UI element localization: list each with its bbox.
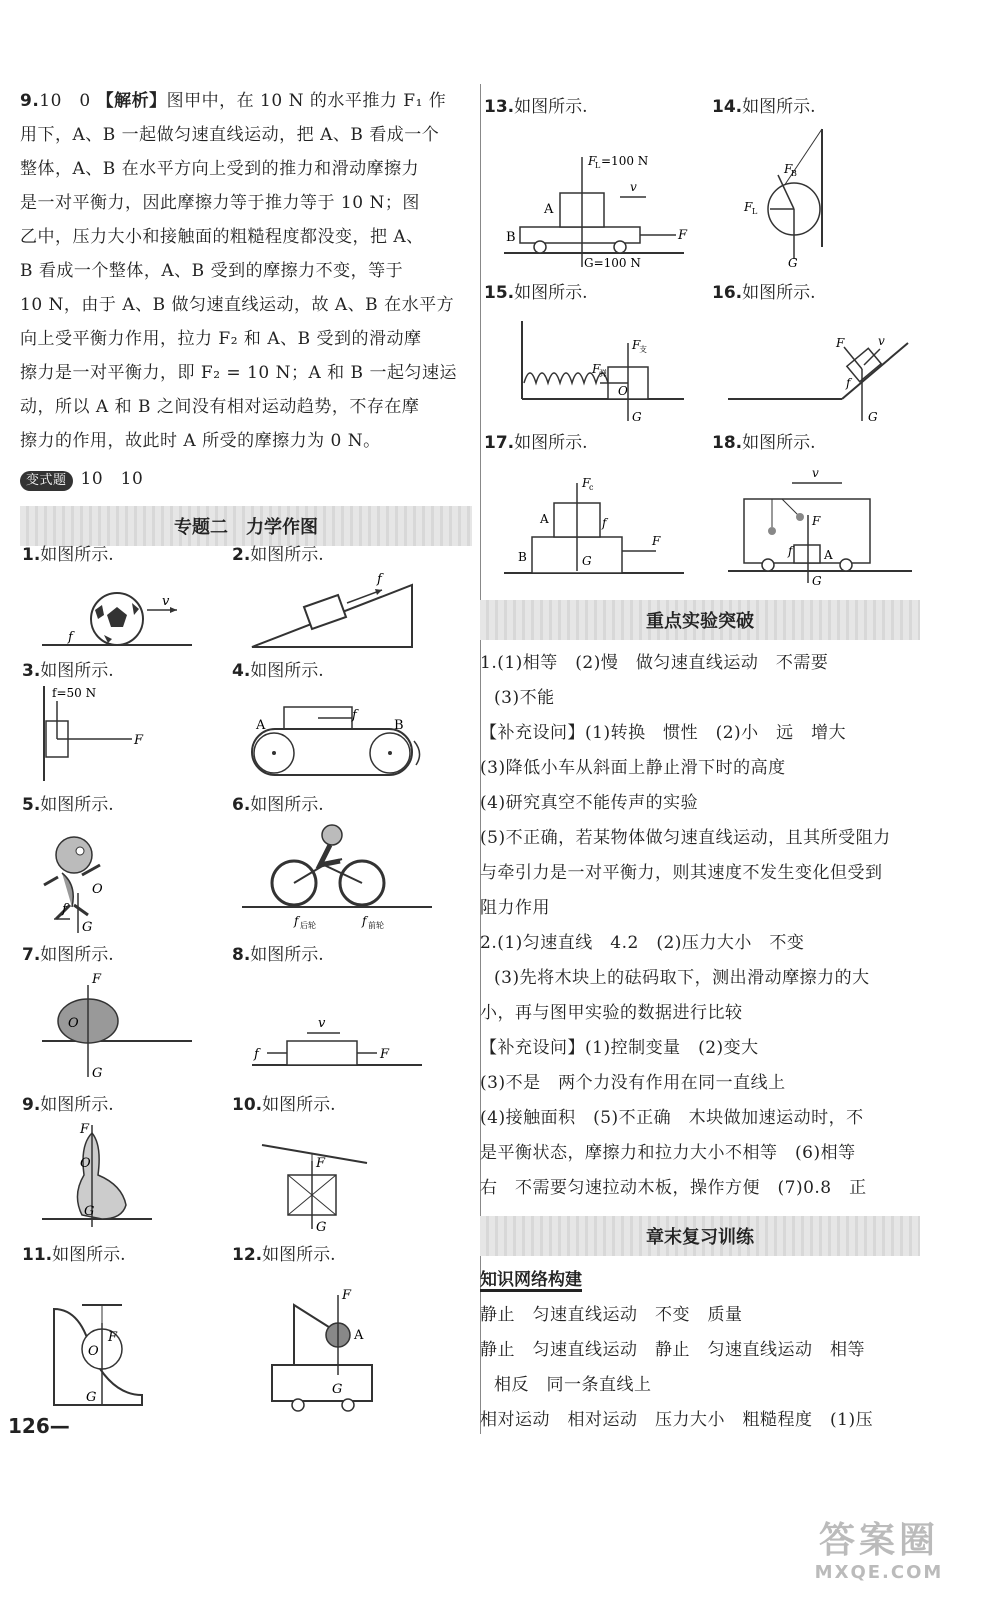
svg-text:O: O: [68, 1016, 79, 1031]
section-banner-force-drawing: 专题二 力学作图: [20, 506, 472, 546]
figure-13: [484, 92, 704, 272]
svg-text:G: G: [812, 574, 822, 587]
figure-12: [232, 1240, 442, 1416]
svg-text:F: F: [134, 733, 144, 748]
svg-text:A: A: [540, 512, 549, 526]
svg-text:v: v: [162, 594, 170, 609]
svg-text:G: G: [84, 1204, 95, 1219]
figure-3-caption: 3.如图所示.: [22, 661, 114, 681]
svg-text:O: O: [618, 384, 628, 398]
exp-line-0: 1.(1)相等 (2)慢 做匀速直线运动 不需要: [480, 653, 829, 673]
svg-text:A: A: [824, 548, 833, 562]
svg-text:A: A: [354, 1328, 364, 1343]
svg-text:F: F: [342, 1288, 352, 1303]
exp-line-13: (4)接触面积 (5)不正确 木块做加速运动时，不: [480, 1108, 864, 1128]
exp-line-5: (5)不正确，若某物体做匀速直线运动，且其所受阻力: [480, 828, 891, 848]
q9-line-9: 动，所以 A 和 B 之间没有相对运动趋势，不存在摩: [20, 397, 420, 417]
review-line-0: 静止 匀速直线运动 不变 质量: [480, 1305, 743, 1325]
exp-line-11: 【补充设问】(1)控制变量 (2)变大: [480, 1038, 759, 1058]
svg-text:B: B: [506, 230, 516, 245]
svg-text:F: F: [80, 1122, 90, 1137]
svg-text:F: F: [380, 1047, 390, 1062]
svg-text:G: G: [316, 1220, 327, 1235]
svg-text:F: F: [316, 1156, 326, 1171]
svg-text:F: F: [108, 1330, 118, 1345]
svg-text:L: L: [595, 161, 601, 170]
figure-4-diagram: [232, 681, 442, 781]
figure-2: [232, 540, 442, 660]
right-column-text: [480, 590, 920, 1438]
svg-text:B: B: [518, 550, 527, 564]
svg-text:f: f: [352, 708, 357, 723]
svg-text:G: G: [788, 256, 798, 267]
review-line-3: 相对运动 相对运动 压力大小 粗糙程度 (1)压: [480, 1410, 874, 1430]
section-banner-key-experiments: 重点实验突破: [480, 600, 920, 640]
figure-6-diagram: [232, 815, 442, 935]
svg-text:后轮: 后轮: [300, 921, 316, 930]
figure-9-caption: 9.如图所示.: [22, 1095, 114, 1115]
watermark-line-2: MXQE.COM: [814, 1562, 944, 1583]
q9-line-10: 擦力的作用，故此时 A 所受的摩擦力为 0 N。: [20, 431, 381, 451]
figure-3: [22, 656, 232, 782]
svg-text:L: L: [752, 207, 758, 216]
review-line-1: 静止 匀速直线运动 静止 匀速直线运动 相等: [480, 1340, 865, 1360]
q9-answer: 10 0: [39, 91, 91, 111]
figure-5-diagram: [22, 815, 232, 935]
variant-badge: 变式题: [20, 471, 73, 491]
figure-17-diagram: [484, 453, 704, 587]
svg-text:F: F: [582, 476, 591, 490]
figure-10-diagram: [232, 1115, 442, 1235]
figure-16: [712, 278, 932, 428]
variant-answer: 10 10: [80, 469, 144, 489]
figure-1-caption: 1.如图所示.: [22, 545, 114, 565]
figure-18-caption: 18.如图所示.: [712, 433, 816, 453]
figure-8: [232, 940, 442, 1086]
svg-text:f: f: [377, 572, 382, 587]
figure-4: [232, 656, 442, 782]
svg-text:G=100 N: G=100 N: [584, 256, 641, 267]
figure-5: [22, 790, 232, 936]
q9-number: 9.: [20, 91, 40, 111]
exp-line-3: (3)降低小车从斜面上静止滑下时的高度: [480, 758, 786, 778]
figure-14-diagram: [712, 117, 932, 267]
svg-text:G: G: [632, 410, 642, 424]
svg-text:c: c: [589, 483, 594, 492]
figure-10-caption: 10.如图所示.: [232, 1095, 336, 1115]
exp-line-6: 与牵引力是一对平衡力，则其速度不发生变化但受到: [480, 863, 883, 883]
figure-11: [22, 1240, 232, 1416]
svg-text:B: B: [394, 718, 404, 733]
svg-text:O: O: [80, 1156, 91, 1171]
svg-text:支: 支: [639, 345, 647, 354]
figure-3-diagram: [22, 681, 232, 781]
watermark-logo: [784, 1520, 974, 1592]
figure-15: [484, 278, 704, 428]
figure-7: [22, 940, 232, 1086]
q9-line-3: 是一对平衡力，因此摩擦力等于推力等于 10 N；图: [20, 193, 420, 213]
figure-14: [712, 92, 932, 272]
figure-6: [232, 790, 442, 936]
figure-6-caption: 6.如图所示.: [232, 795, 324, 815]
q9-line-2: 整体，A、B 在水平方向上受到的推力和滑动摩擦力: [20, 159, 420, 179]
figure-8-caption: 8.如图所示.: [232, 945, 324, 965]
svg-text:B: B: [791, 169, 797, 178]
figure-7-diagram: [22, 965, 232, 1085]
section-banner-chapter-review: 章末复习训练: [480, 1216, 920, 1256]
exp-line-2: 【补充设问】(1)转换 惯性 (2)小 远 增大: [480, 723, 847, 743]
q9-line-8: 擦力是一对平衡力，即 F₂ = 10 N；A 和 B 一起匀速运: [20, 363, 457, 383]
exp-line-4: (4)研究真空不能传声的实验: [480, 793, 699, 813]
figure-5-caption: 5.如图所示.: [22, 795, 114, 815]
q9-line-5: B 看成一个整体，A、B 受到的摩擦力不变，等于: [20, 261, 404, 281]
figure-9: [22, 1090, 232, 1236]
figure-12-diagram: [232, 1265, 442, 1415]
q9-line-6: 10 N，由于 A、B 做匀速直线运动，故 A、B 在水平方: [20, 295, 455, 315]
figure-14-caption: 14.如图所示.: [712, 97, 816, 117]
svg-text:G: G: [582, 554, 592, 568]
svg-text:前轮: 前轮: [368, 921, 384, 930]
svg-text:F: F: [92, 972, 102, 987]
figure-2-caption: 2.如图所示.: [232, 545, 324, 565]
figure-17-caption: 17.如图所示.: [484, 433, 588, 453]
svg-text:F: F: [678, 228, 688, 243]
left-column: [20, 84, 472, 552]
figure-8-diagram: [232, 965, 442, 1085]
figure-16-caption: 16.如图所示.: [712, 283, 816, 303]
svg-text:F: F: [592, 362, 601, 376]
svg-text:G: G: [86, 1390, 97, 1405]
figure-17: [484, 428, 704, 588]
svg-text:v: v: [812, 466, 819, 480]
q9-line-7: 向上受平衡力作用，拉力 F₂ 和 A、B 受到的滑动摩: [20, 329, 422, 349]
figure-18-diagram: [712, 453, 932, 587]
exp-line-15: 右 不需要匀速拉动木板，操作方便 (7)0.8 正: [480, 1178, 867, 1198]
svg-text:G: G: [92, 1066, 103, 1081]
svg-text:f: f: [294, 914, 299, 928]
exp-line-10: 小，再与图甲实验的数据进行比较: [480, 1003, 743, 1023]
svg-text:v: v: [318, 1016, 326, 1031]
svg-text:G: G: [332, 1382, 343, 1397]
q9-line-0: 图甲中，在 10 N 的水平推力 F₁ 作: [166, 91, 447, 111]
svg-text:f=50 N: f=50 N: [52, 686, 97, 700]
svg-text:F: F: [588, 154, 597, 168]
exp-line-14: 是平衡状态，摩擦力和拉力大小不相等 (6)相等: [480, 1143, 856, 1163]
svg-text:G: G: [82, 920, 93, 935]
svg-text:f: f: [68, 630, 73, 645]
svg-text:O: O: [88, 1344, 99, 1359]
figure-1-diagram: [22, 565, 232, 655]
exp-line-9: (3)先将木块上的砝码取下，测出滑动摩擦力的大: [494, 968, 870, 988]
figure-13-diagram: [484, 117, 704, 267]
q9-line-4: 乙中，压力大小和接触面的粗糙程度都没变，把 A、: [20, 227, 424, 247]
figure-13-caption: 13.如图所示.: [484, 97, 588, 117]
svg-text:f: f: [602, 516, 607, 530]
watermark-line-1: 答案圈: [818, 1520, 939, 1561]
svg-text:F: F: [836, 336, 845, 350]
q9-line-1: 用下，A、B 一起做匀速直线运动，把 A、B 看成一个: [20, 125, 440, 145]
figure-18: [712, 428, 932, 588]
exp-line-1: (3)不能: [494, 688, 555, 708]
svg-text:F: F: [632, 338, 641, 352]
svg-text:f: f: [362, 914, 367, 928]
svg-text:=100 N: =100 N: [601, 154, 649, 168]
page-number: 126—: [8, 1414, 70, 1438]
svg-text:弹: 弹: [599, 369, 607, 378]
figure-9-diagram: [22, 1115, 232, 1235]
svg-text:f: f: [62, 902, 67, 917]
figure-4-caption: 4.如图所示.: [232, 661, 324, 681]
svg-text:O: O: [92, 882, 103, 897]
figure-10: [232, 1090, 442, 1236]
figure-1: [22, 540, 232, 660]
svg-text:F: F: [744, 200, 753, 214]
svg-text:F: F: [652, 534, 661, 548]
svg-text:v: v: [878, 334, 885, 348]
svg-text:f: f: [254, 1047, 259, 1062]
exp-line-7: 阻力作用: [480, 898, 550, 918]
svg-text:A: A: [544, 202, 554, 217]
figure-12-caption: 12.如图所示.: [232, 1245, 336, 1265]
figure-16-diagram: [712, 303, 932, 427]
figure-11-caption: 11.如图所示.: [22, 1245, 126, 1265]
variant-line: [20, 462, 472, 496]
svg-text:G: G: [868, 410, 878, 424]
svg-text:f: f: [846, 376, 851, 390]
review-line-2: 相反 同一条直线上: [494, 1375, 652, 1395]
svg-text:f: f: [788, 544, 793, 558]
figure-2-diagram: [232, 565, 442, 655]
exp-line-12: (3)不是 两个力没有作用在同一直线上: [480, 1073, 786, 1093]
svg-text:v: v: [630, 180, 637, 194]
q9-first-line: [20, 84, 472, 118]
exp-line-8: 2.(1)匀速直线 4.2 (2)压力大小 不变: [480, 933, 805, 953]
figure-11-diagram: [22, 1265, 232, 1415]
svg-text:F: F: [784, 162, 793, 176]
subhead-knowledge-network: 知识网络构建: [480, 1270, 582, 1290]
svg-text:A: A: [256, 718, 266, 733]
figure-7-caption: 7.如图所示.: [22, 945, 114, 965]
figure-15-caption: 15.如图所示.: [484, 283, 588, 303]
q9-tag: 【解析】: [96, 91, 167, 111]
figure-15-diagram: [484, 303, 704, 427]
svg-text:F: F: [812, 514, 821, 528]
